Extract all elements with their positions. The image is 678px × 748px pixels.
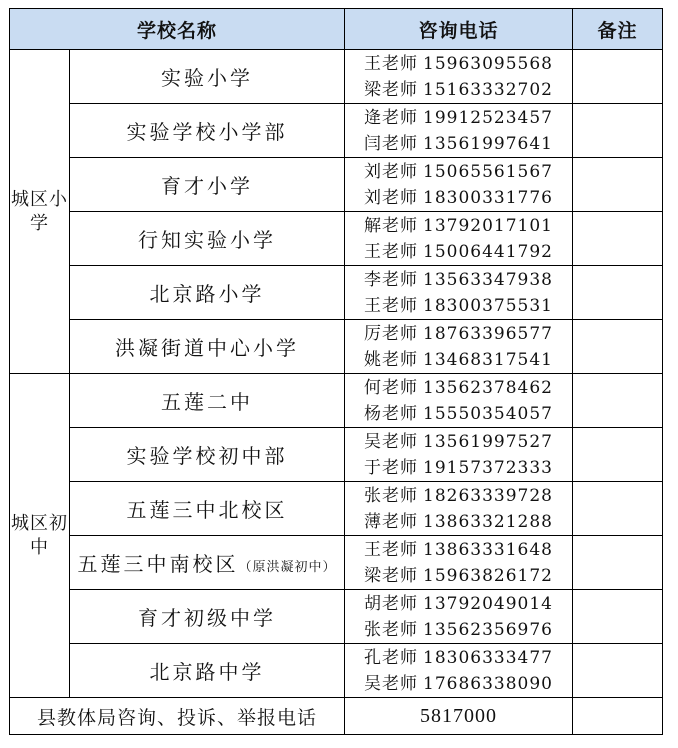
remark-cell: [573, 536, 663, 590]
contact-line: [345, 617, 572, 643]
contact-phones: [345, 320, 573, 374]
phone-number: 15065561567: [423, 161, 553, 182]
phone-number: 13563347938: [423, 269, 553, 290]
contact-line: [345, 537, 572, 563]
phone-number: 19157372333: [423, 457, 553, 478]
phone-number: 18300375531: [423, 295, 553, 316]
contact-phones: [345, 536, 573, 590]
teacher-name: 闫老师: [364, 133, 419, 154]
remark-cell: [573, 374, 663, 428]
table-row: [10, 590, 663, 644]
table-row: [10, 320, 663, 374]
contact-line: [345, 671, 572, 697]
table-row: [10, 50, 663, 104]
header-remark: 备注: [573, 9, 663, 50]
header-school: 学校名称: [10, 9, 345, 50]
contact-line: [345, 51, 572, 77]
remark-cell: [573, 104, 663, 158]
table-body: [10, 50, 663, 735]
remark-cell: [573, 428, 663, 482]
school-name-text: 育才小学: [161, 174, 253, 198]
contact-phones: [345, 374, 573, 428]
phone-number: 18300331776: [423, 187, 553, 208]
contact-line: [345, 213, 572, 239]
school-name-text: 北京路小学: [149, 282, 265, 306]
teacher-name: 张老师: [364, 619, 419, 640]
contact-phones: [345, 428, 573, 482]
school-name-text: 五莲三中南校区: [77, 552, 239, 576]
contact-line: [345, 293, 572, 319]
phone-number: 13562378462: [423, 377, 553, 398]
school-name: [70, 590, 345, 644]
contact-line: [345, 159, 572, 185]
remark-cell: [573, 482, 663, 536]
school-name-text: 洪凝街道中心小学: [115, 336, 299, 360]
remark-cell: [573, 212, 663, 266]
phone-number: 15163332702: [423, 79, 553, 100]
teacher-name: 解老师: [364, 215, 419, 236]
contact-phones: [345, 590, 573, 644]
phone-number: 13863321288: [423, 511, 553, 532]
school-name: [70, 536, 345, 590]
remark-cell: [573, 50, 663, 104]
school-name: [70, 374, 345, 428]
contact-phones: [345, 482, 573, 536]
teacher-name: 刘老师: [364, 161, 419, 182]
phone-number: 15963826172: [423, 565, 553, 586]
contact-line: [345, 563, 572, 589]
contact-phones: [345, 158, 573, 212]
teacher-name: 吴老师: [364, 673, 419, 694]
contact-line: [345, 509, 572, 535]
remark-cell: [573, 320, 663, 374]
school-name: [70, 644, 345, 698]
teacher-name: 厉老师: [364, 323, 419, 344]
school-name-text: 实验学校小学部: [126, 120, 288, 144]
school-name: [70, 104, 345, 158]
phone-number: 13863331648: [423, 539, 553, 560]
contact-phones: [345, 644, 573, 698]
school-name: [70, 50, 345, 104]
table-row: [10, 428, 663, 482]
teacher-name: 胡老师: [364, 593, 419, 614]
school-name: [70, 482, 345, 536]
contact-line: [345, 77, 572, 103]
contact-line: [345, 105, 572, 131]
phone-number: 15963095568: [423, 53, 553, 74]
teacher-name: 王老师: [364, 295, 419, 316]
phone-number: 13468317541: [423, 349, 553, 370]
remark-cell: [573, 266, 663, 320]
contact-line: [345, 185, 572, 211]
teacher-name: 何老师: [364, 377, 419, 398]
footer-label: 县教体局咨询、投诉、举报电话: [10, 698, 345, 735]
header-row: [10, 9, 663, 50]
contact-phones: [345, 50, 573, 104]
school-name-text: 五莲三中北校区: [126, 498, 288, 522]
teacher-name: 王老师: [364, 539, 419, 560]
school-name: [70, 212, 345, 266]
contact-line: [345, 347, 572, 373]
phone-number: 18306333477: [423, 647, 553, 668]
footer-row: [10, 698, 663, 735]
school-name: [70, 428, 345, 482]
contact-phones: [345, 266, 573, 320]
contact-line: [345, 483, 572, 509]
phone-number: 13792017101: [423, 215, 553, 236]
school-name-text: 育才初级中学: [138, 606, 276, 630]
table-row: [10, 158, 663, 212]
teacher-name: 孔老师: [364, 647, 419, 668]
contact-line: [345, 131, 572, 157]
table-row: [10, 536, 663, 590]
contact-line: [345, 375, 572, 401]
contact-line: [345, 429, 572, 455]
phone-number: 13562356976: [423, 619, 553, 640]
contact-line: [345, 401, 572, 427]
school-name-text: 实验学校初中部: [126, 444, 288, 468]
footer-remark: [573, 698, 663, 735]
remark-cell: [573, 590, 663, 644]
remark-cell: [573, 644, 663, 698]
region-cell: 城区初中: [10, 374, 70, 698]
contact-phones: [345, 104, 573, 158]
table-row: [10, 374, 663, 428]
teacher-name: 逄老师: [364, 107, 419, 128]
contact-phones: [345, 212, 573, 266]
teacher-name: 于老师: [364, 457, 419, 478]
school-contact-table: [9, 8, 663, 735]
teacher-name: 王老师: [364, 53, 419, 74]
phone-number: 13561997641: [423, 133, 553, 154]
header-phone: 咨询电话: [345, 9, 573, 50]
footer-phone: 5817000: [345, 698, 573, 735]
phone-number: 15550354057: [423, 403, 553, 424]
teacher-name: 李老师: [364, 269, 419, 290]
phone-number: 18263339728: [423, 485, 553, 506]
remark-cell: [573, 158, 663, 212]
teacher-name: 薄老师: [364, 511, 419, 532]
contact-line: [345, 591, 572, 617]
phone-number: 15006441792: [423, 241, 553, 262]
teacher-name: 梁老师: [364, 565, 419, 586]
school-name: [70, 158, 345, 212]
teacher-name: 张老师: [364, 485, 419, 506]
teacher-name: 杨老师: [364, 403, 419, 424]
school-name: [70, 266, 345, 320]
table-row: [10, 644, 663, 698]
contact-line: [345, 645, 572, 671]
phone-number: 18763396577: [423, 323, 553, 344]
school-name-text: 实验小学: [161, 66, 253, 90]
school-name: [70, 320, 345, 374]
contact-line: [345, 321, 572, 347]
school-name-text: 五莲二中: [161, 390, 253, 414]
table-row: [10, 212, 663, 266]
teacher-name: 刘老师: [364, 187, 419, 208]
contact-line: [345, 455, 572, 481]
school-name-text: 行知实验小学: [138, 228, 276, 252]
phone-number: 17686338090: [423, 673, 553, 694]
teacher-name: 吴老师: [364, 431, 419, 452]
table-row: [10, 266, 663, 320]
contact-line: [345, 267, 572, 293]
school-name-text: 北京路中学: [149, 660, 265, 684]
region-cell: 城区小学: [10, 50, 70, 374]
phone-number: 19912523457: [423, 107, 553, 128]
teacher-name: 梁老师: [364, 79, 419, 100]
phone-number: 13792049014: [423, 593, 553, 614]
contact-line: [345, 239, 572, 265]
teacher-name: 王老师: [364, 241, 419, 262]
table-row: [10, 104, 663, 158]
teacher-name: 姚老师: [364, 349, 419, 370]
school-name-note: （原洪凝初中）: [238, 560, 337, 575]
table-row: [10, 482, 663, 536]
phone-number: 13561997527: [423, 431, 553, 452]
